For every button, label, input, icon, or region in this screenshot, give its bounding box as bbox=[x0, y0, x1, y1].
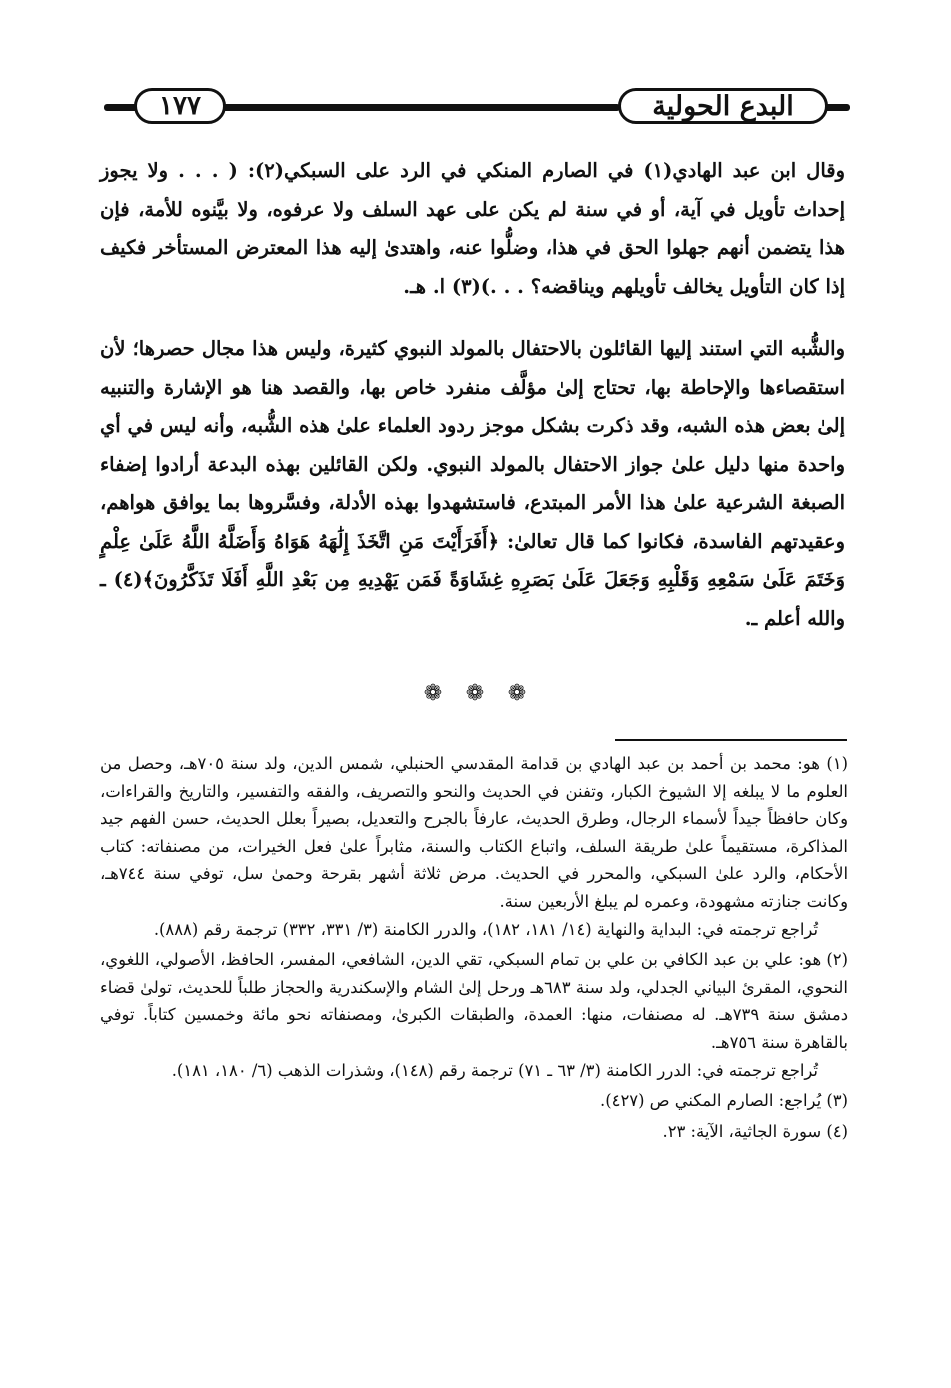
running-header bbox=[104, 82, 850, 132]
header-rule-middle bbox=[220, 104, 620, 111]
footnote-text: سورة الجاثية، الآية: ٢٣. bbox=[662, 1121, 822, 1141]
ornament-flower-icon: ❁ bbox=[507, 680, 527, 706]
body-paragraph-2 bbox=[100, 330, 845, 638]
footnote-reference: تُراجع ترجمته في: البداية والنهاية (١٤/ ١٨١، ١٨٢)، والدرر الكامنة (٣/ ٣٣١، ٣٣٢) ترجمة رقم (٨٨٨). bbox=[153, 919, 818, 939]
footnote-2 bbox=[100, 946, 848, 1084]
footnote-text: هو: محمد بن أحمد بن عبد الهادي بن قدامة المقدسي الحنبلي، شمس الدين، ولد سنة ٧٠٥هـ، وحصل من العلوم ما لا يبلغه إلا الشيوخ الكبار، وتفنن في الحديث والنحو والتصريف، والفقه والتفسير، والتاريخ والقراءات، وكان حافظاً جيداً لأسماء الرجال، وطرق الحديث، عارفاً بالجرح والتعديل، بصيراً بعلل الحديث، حسن الفهم جيد المذاكرة، مستقيماً علىٰ طريقة السلف، واتباع الكتاب والسنة، مثابراً علىٰ فعل الخيرات، من مصنفاته: كتاب الأحكام، والرد علىٰ السبكي، والمحرر في الحديث. مرض ثلاثة أشهر بقرحة وحمىٰ سل، توفي سنة ٧٤٤هـ، وكانت جنازته مشهودة، وعمره لم يبلغ الأربعين سنة. bbox=[100, 754, 848, 911]
header-rule-left bbox=[104, 104, 138, 111]
footnote-separator bbox=[615, 739, 847, 741]
section-ornament bbox=[420, 678, 530, 708]
book-title: البدع الحولية bbox=[618, 88, 828, 124]
footnote-label: (١) bbox=[826, 754, 848, 773]
ornament-flower-icon: ❁ bbox=[465, 680, 485, 706]
page-number: ١٧٧ bbox=[134, 88, 226, 124]
footnote-label: (٤) bbox=[826, 1121, 848, 1141]
footnote-label: (٣) bbox=[826, 1091, 848, 1111]
ornament-flower-icon: ❁ bbox=[423, 680, 443, 706]
quran-verse: ﴿أَفَرَأَيْتَ مَنِ اتَّخَذَ إِلَٰهَهُ هَوَاهُ وَأَضَلَّهُ اللَّهُ عَلَىٰ عِلْمٍ وَخَتَمَ عَلَىٰ سَمْعِهِ وَقَلْبِهِ وَجَعَلَ عَلَىٰ بَصَرِهِ غِشَاوَةً فَمَن يَهْدِيهِ مِن بَعْدِ اللَّهِ أَفَلَا تَذَكَّرُونَ﴾ bbox=[100, 529, 846, 591]
footnote-text: هو: علي بن عبد الكافي بن علي بن تمام السبكي، تقي الدين، الشافعي، المفسر، الحافظ، الأصولي، اللغوي، النحوي، المقرئ البياني الجدلي، ولد سنة ٦٨٣هـ ورحل إلىٰ الشام والإسكندرية والحجاز طلباً للحديث، تولىٰ قضاء دمشق سنة ٧٣٩هـ. له مصنفات، منها: العمدة، والطبقات الكبرىٰ، ومصنفاته نحو مائة وخمسين كتاباً. توفي بالقاهرة سنة ٧٥٦هـ. bbox=[100, 950, 848, 1052]
footnotes bbox=[100, 750, 848, 1148]
footnote-4 bbox=[100, 1118, 848, 1146]
footnote-reference: تُراجع ترجمته في: الدرر الكامنة (٣/ ٦٣ ـ ٧١) ترجمة رقم (١٤٨)، وشذرات الذهب (٦/ ١٨٠، ١٨١). bbox=[171, 1060, 818, 1080]
paragraph-2-closing: (٤) ـ والله أعلم ـ. bbox=[100, 568, 845, 630]
paragraph-2-text: والشُّبه التي استند إليها القائلون بالاحتفال بالمولد النبوي كثيرة، وليس هذا مجال حصرها؛ لأن استقصاءها والإحاطة بها، تحتاج إلىٰ مؤلَّف منفرد خاص بها، والقصد هنا هو الإشارة والتنبيه إلىٰ بعض هذه الشبه، وقد ذكرت بشكل موجز ردود العلماء علىٰ هذه الشُّبه، وأنه ليس في أي واحدة منها دليل علىٰ جواز الاحتفال بالمولد النبوي. ولكن القائلين بهذه البدعة أرادوا إضفاء الصبغة الشرعية علىٰ هذا الأمر المبتدع، فاستشهدوا بهذه الأدلة، وفسَّروها بما يوافق هواهم، وعقيدتهم الفاسدة، فكانوا كما قال تعالىٰ: bbox=[100, 337, 845, 553]
footnote-label: (٢) bbox=[826, 950, 848, 970]
footnote-1 bbox=[100, 750, 848, 943]
body-paragraph-1: وقال ابن عبد الهادي(١) في الصارم المنكي في الرد على السبكي(٢): ( . . . ولا يجوز إحداث تأويل في آية، أو في سنة لم يكن على عهد السلف ولا عرفوه، ولا بيَّنوه للأمة، فإن هذا يتضمن أنهم جهلوا الحق في هذا، وضلُّوا عنه، واهتدىٰ إليه هذا المعترض المستأخر فكيف إذا كان التأويل يخالف تأويلهم ويناقضه؟ . . .)(٣) ا. هـ. bbox=[100, 159, 846, 298]
footnote-3 bbox=[100, 1087, 848, 1115]
footnote-text: يُراجع: الصارم المكني ص (٤٢٧). bbox=[600, 1091, 822, 1111]
